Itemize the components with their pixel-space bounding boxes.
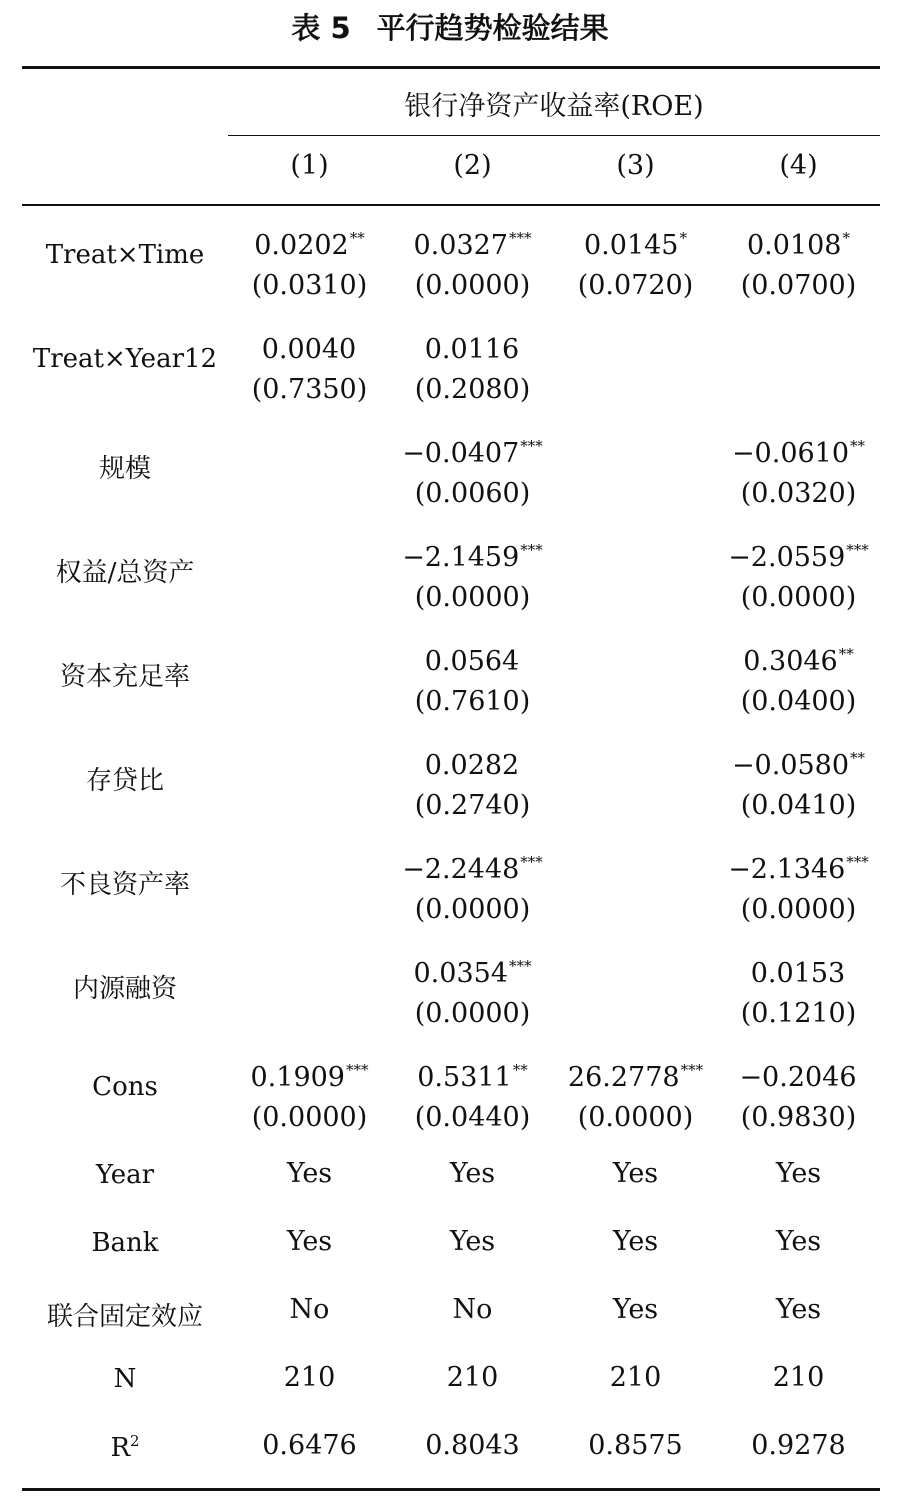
p-value: (0.0000) — [414, 998, 531, 1029]
coefficient — [228, 842, 391, 890]
coefficient-value: −2.1459 — [402, 542, 520, 573]
coefficient-value: 0.0202 — [254, 230, 349, 261]
table-cell: 0.8575 — [588, 1430, 683, 1461]
coefficient-value: −2.0559 — [728, 542, 846, 573]
table-cell — [228, 322, 391, 410]
coefficient — [717, 322, 880, 370]
table-cell — [554, 218, 717, 306]
table-cell — [391, 946, 554, 1034]
row-label: 内源融资 — [72, 974, 177, 1004]
column-header-4: (4) — [779, 150, 818, 181]
row-label: Cons — [92, 1072, 158, 1102]
table-cell — [391, 738, 554, 826]
coefficient-value: 0.0040 — [261, 334, 357, 365]
coefficient-value: 0.0282 — [424, 750, 520, 781]
table-cell: 210 — [609, 1362, 662, 1393]
table-cell — [717, 426, 880, 514]
table-cell — [554, 634, 717, 682]
table-cell: Yes — [775, 1294, 822, 1325]
significance-stars: *** — [520, 853, 543, 871]
coefficient — [717, 218, 880, 266]
p-value: (0.0000) — [414, 270, 531, 301]
coefficient — [391, 1050, 554, 1098]
table-cell — [717, 738, 880, 826]
table-cell — [717, 1050, 880, 1138]
coefficient-value: 0.3046 — [743, 646, 838, 677]
p-value: (0.2080) — [414, 374, 531, 405]
table-cell — [228, 426, 391, 474]
coefficient — [554, 530, 717, 578]
coefficient — [554, 322, 717, 370]
table-cell — [228, 842, 391, 890]
table-cell: 0.8043 — [425, 1430, 520, 1461]
p-value: (0.0700) — [740, 270, 857, 301]
table-cell: Yes — [775, 1158, 822, 1189]
p-value: (0.0000) — [740, 582, 857, 613]
coefficient — [391, 218, 554, 266]
table-cell — [554, 842, 717, 890]
row-label-text: 联合固定效应 — [46, 1302, 203, 1332]
p-value: (0.1210) — [740, 998, 857, 1029]
column-header-3: (3) — [616, 150, 655, 181]
p-value: (0.0000) — [414, 894, 531, 925]
row-label — [22, 1364, 228, 1394]
coefficient-value: 0.0327 — [413, 230, 508, 261]
row-label: 规模 — [98, 454, 151, 484]
row-label: 不良资产率 — [59, 870, 190, 900]
table-number: 表 5 — [291, 11, 351, 45]
significance-stars: ** — [850, 749, 866, 767]
coefficient — [228, 530, 391, 578]
p-value: (0.2740) — [414, 790, 531, 821]
row-label: Treat×Time — [45, 240, 205, 270]
coefficient — [391, 946, 554, 994]
table-cell: No — [289, 1294, 330, 1325]
coefficient-value: 0.0108 — [747, 230, 842, 261]
table-cell: 210 — [283, 1362, 336, 1393]
coefficient — [717, 946, 880, 994]
table-cell: Yes — [449, 1158, 496, 1189]
coefficient — [391, 426, 554, 474]
row-label — [22, 1228, 228, 1258]
significance-stars: ** — [850, 437, 866, 455]
table-cell — [391, 842, 554, 930]
significance-stars: *** — [345, 1061, 369, 1079]
coefficient-value: 0.0116 — [424, 334, 520, 365]
table-cell: Yes — [612, 1158, 659, 1189]
table-cell — [554, 738, 717, 786]
table-cell — [717, 634, 880, 722]
coefficient — [717, 426, 880, 474]
p-value: (0.0400) — [740, 686, 857, 717]
table-cell — [391, 218, 554, 306]
table-cell — [717, 946, 880, 1034]
coefficient — [717, 738, 880, 786]
table-cell: 210 — [446, 1362, 499, 1393]
table-cell: Yes — [612, 1226, 659, 1257]
table-cell: Yes — [286, 1158, 333, 1189]
table-cell: Yes — [286, 1226, 333, 1257]
coefficient-value: 0.1909 — [250, 1062, 345, 1093]
table-cell — [391, 1050, 554, 1138]
table-cell — [717, 218, 880, 306]
row-label-text: R — [110, 1433, 131, 1463]
significance-stars: *** — [520, 437, 543, 455]
table-cell — [717, 322, 880, 370]
coefficient — [554, 1050, 717, 1098]
coefficient-value: 0.0153 — [750, 958, 846, 989]
table-caption: 平行趋势检验结果 — [376, 11, 609, 45]
coefficient — [554, 946, 717, 994]
coefficient — [717, 530, 880, 578]
coefficient-value: 0.5311 — [417, 1062, 512, 1093]
row-label — [22, 1160, 228, 1190]
table-cell — [391, 426, 554, 514]
p-value: (0.0320) — [740, 478, 857, 509]
coefficient — [228, 218, 391, 266]
coefficient-value: −0.0580 — [731, 750, 850, 781]
group-header: 银行净资产收益率(ROE) — [404, 91, 704, 122]
significance-stars: *** — [508, 229, 532, 247]
row-label-text: N — [113, 1364, 137, 1394]
table-cell: 0.9278 — [751, 1430, 846, 1461]
significance-stars: * — [679, 229, 687, 247]
table-cell: Yes — [775, 1226, 822, 1257]
row-label: 存贷比 — [85, 766, 164, 796]
row-label: Treat×Year12 — [32, 344, 218, 374]
row-label: 权益/总资产 — [55, 558, 195, 588]
table-cell — [717, 530, 880, 618]
coefficient-value: −0.0610 — [731, 438, 850, 469]
row-label — [22, 1296, 228, 1333]
table-cell: 0.6476 — [262, 1430, 357, 1461]
table-cell — [391, 322, 554, 410]
coefficient — [391, 738, 554, 786]
table-cell — [228, 1050, 391, 1138]
table-cell: Yes — [449, 1226, 496, 1257]
significance-stars: ** — [512, 1061, 528, 1079]
coefficient — [228, 426, 391, 474]
table-title — [0, 6, 900, 47]
table-cell — [228, 530, 391, 578]
coefficient — [717, 634, 880, 682]
coefficient-value: 0.0354 — [413, 958, 508, 989]
p-value: (0.0410) — [740, 790, 857, 821]
p-value: (0.0000) — [251, 1102, 368, 1133]
coefficient-value: 26.2778 — [567, 1062, 680, 1093]
row-label-text: Bank — [91, 1228, 159, 1258]
table-cell — [391, 634, 554, 722]
p-value: (0.0000) — [414, 582, 531, 613]
p-value: (0.0000) — [740, 894, 857, 925]
row-label: 资本充足率 — [59, 662, 190, 692]
table-cell — [228, 634, 391, 682]
table-cell — [554, 426, 717, 474]
coefficient — [554, 218, 717, 266]
row-label-superscript: 2 — [130, 1432, 140, 1450]
table-cell: No — [452, 1294, 493, 1325]
p-value: (0.0060) — [414, 478, 531, 509]
coefficient — [228, 1050, 391, 1098]
table-cell: 210 — [772, 1362, 825, 1393]
coefficient-value: −0.0407 — [402, 438, 520, 469]
table-cell — [228, 946, 391, 994]
header-rule — [22, 204, 880, 206]
coefficient-value: −0.2046 — [739, 1062, 857, 1093]
coefficient — [391, 634, 554, 682]
table-cell — [391, 530, 554, 618]
significance-stars: * — [842, 229, 850, 247]
coefficient — [228, 946, 391, 994]
coefficient — [554, 426, 717, 474]
column-header-2: (2) — [453, 150, 492, 181]
coefficient — [554, 842, 717, 890]
significance-stars: ** — [349, 229, 365, 247]
group-header-rule — [228, 135, 880, 136]
coefficient — [717, 1050, 880, 1098]
coefficient — [554, 738, 717, 786]
bottom-rule — [22, 1488, 880, 1491]
coefficient-value: −2.2448 — [402, 854, 520, 885]
p-value: (0.7350) — [251, 374, 368, 405]
coefficient-value: −2.1346 — [728, 854, 846, 885]
table-cell — [554, 322, 717, 370]
row-label-text: Year — [95, 1160, 155, 1190]
coefficient — [391, 530, 554, 578]
table-cell: Yes — [612, 1294, 659, 1325]
p-value: (0.9830) — [740, 1102, 857, 1133]
table-cell — [554, 1050, 717, 1138]
p-value: (0.0000) — [577, 1102, 694, 1133]
significance-stars: *** — [520, 541, 543, 559]
significance-stars: *** — [680, 1061, 704, 1079]
top-rule — [22, 66, 880, 69]
significance-stars: ** — [838, 645, 854, 663]
table-cell — [228, 218, 391, 306]
coefficient — [228, 322, 391, 370]
table-cell — [717, 842, 880, 930]
coefficient-value: 0.0564 — [424, 646, 520, 677]
p-value: (0.0310) — [251, 270, 368, 301]
coefficient — [391, 322, 554, 370]
row-label — [22, 1432, 228, 1463]
coefficient — [391, 842, 554, 890]
coefficient-value: 0.0145 — [584, 230, 679, 261]
significance-stars: *** — [508, 957, 532, 975]
column-header-1: (1) — [290, 150, 329, 181]
significance-stars: *** — [846, 541, 869, 559]
table-cell — [554, 946, 717, 994]
p-value: (0.0720) — [577, 270, 694, 301]
coefficient — [228, 738, 391, 786]
table-cell — [228, 738, 391, 786]
coefficient — [717, 842, 880, 890]
significance-stars: *** — [846, 853, 869, 871]
coefficient — [554, 634, 717, 682]
table-cell — [554, 530, 717, 578]
coefficient — [228, 634, 391, 682]
p-value: (0.0440) — [414, 1102, 531, 1133]
p-value: (0.7610) — [414, 686, 531, 717]
